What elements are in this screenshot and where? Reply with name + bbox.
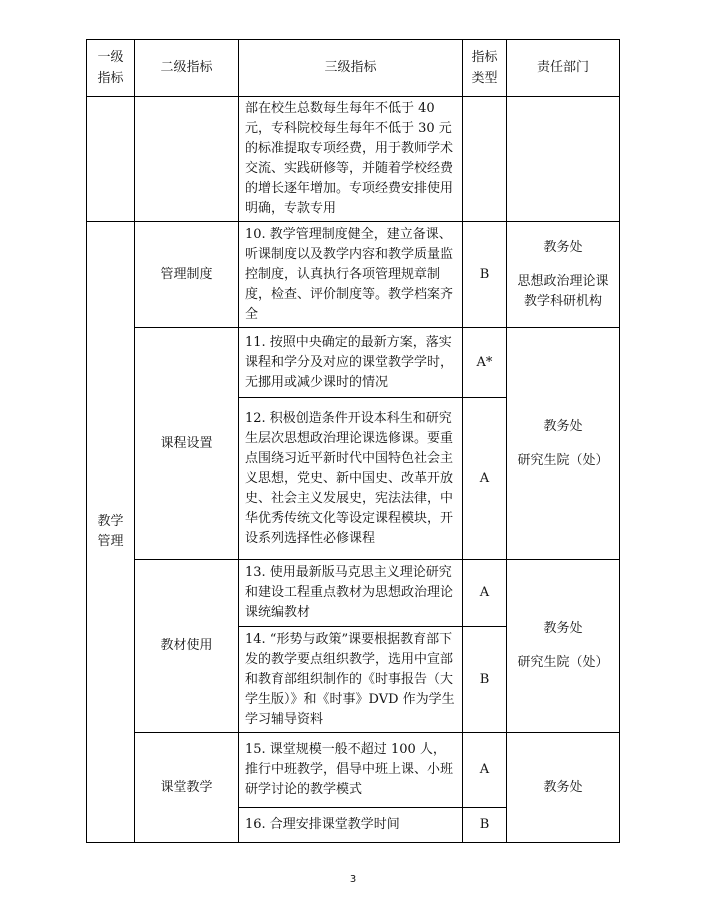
level3-item-16: 16. 合理安排课堂教学时间	[239, 808, 463, 843]
level3-item-12: 12. 积极创造条件开设本科生和研究生层次思想政治理论课选修课。要重点围绕习近平新时代中国特色社会主义思想，党史、新中国史、改革开放史、社会主义发展史，宪法法律，中华优秀传统文化等设定课程模块，开设系列选择性必修课程	[239, 398, 463, 560]
continuation-department-cell	[507, 97, 620, 222]
table-row	[87, 733, 620, 808]
type-item-10: B	[463, 222, 507, 328]
table-row	[87, 560, 620, 627]
header-type: 指标 类型	[463, 40, 507, 97]
type-item-12: A	[463, 398, 507, 560]
department-textbook-use: 教务处 研究生院（处）	[507, 560, 620, 733]
level3-item-15: 15. 课堂规模一般不超过 100 人，推行中班教学，倡导中班上课、小班研学讨论的教学模式	[239, 733, 463, 808]
type-item-16: B	[463, 808, 507, 843]
department-management-system: 教务处 思想政治理论课 教学科研机构	[507, 222, 620, 328]
table-row	[87, 222, 620, 328]
level2-course-setting: 课程设置	[135, 328, 239, 560]
department-course-setting: 教务处 研究生院（处）	[507, 328, 620, 560]
indicator-table	[86, 39, 620, 843]
level3-item-10: 10. 教学管理制度健全，建立备课、听课制度以及教学内容和教学质量监控制度，认真执行各项管理规章制度，检查、评价制度等。教学档案齐全	[239, 222, 463, 328]
level3-item-13: 13. 使用最新版马克思主义理论研究和建设工程重点教材为思想政治理论课统编教材	[239, 560, 463, 627]
type-item-15: A	[463, 733, 507, 808]
level2-management-system: 管理制度	[135, 222, 239, 328]
level2-classroom-teaching: 课堂教学	[135, 733, 239, 843]
header-row	[87, 40, 620, 97]
type-item-13: A	[463, 560, 507, 627]
header-level3: 三级指标	[239, 40, 463, 97]
level2-textbook-use: 教材使用	[135, 560, 239, 733]
header-department: 责任部门	[507, 40, 620, 97]
type-item-11: A*	[463, 328, 507, 398]
table-row	[87, 328, 620, 398]
continuation-level3-cell: 部在校生总数每生每年不低于 40 元，专科院校每生每年不低于 30 元的标准提取专项经费，用于教师学术交流、实践研修等，并随着学校经费的增长逐年增加。专项经费安排使用明确，专款专用	[239, 97, 463, 222]
level3-item-14: 14. “形势与政策”课要根据教育部下发的教学要点组织教学，选用中宣部和教育部组织制作的《时事报告（大学生版）》和《时事》DVD 作为学生学习辅导资料	[239, 627, 463, 733]
level3-item-11: 11. 按照中央确定的最新方案，落实课程和学分及对应的课堂教学学时，无挪用或减少课时的情况	[239, 328, 463, 398]
type-item-14: B	[463, 627, 507, 733]
continuation-type-cell	[463, 97, 507, 222]
department-classroom-teaching: 教务处	[507, 733, 620, 843]
continuation-row	[87, 97, 620, 222]
continuation-level2-cell	[135, 97, 239, 222]
page-number: 3	[349, 874, 357, 885]
header-level2: 二级指标	[135, 40, 239, 97]
header-level1: 一级 指标	[87, 40, 135, 97]
continuation-level1-cell	[87, 97, 135, 222]
level1-teaching-management: 教学 管理	[87, 222, 135, 843]
